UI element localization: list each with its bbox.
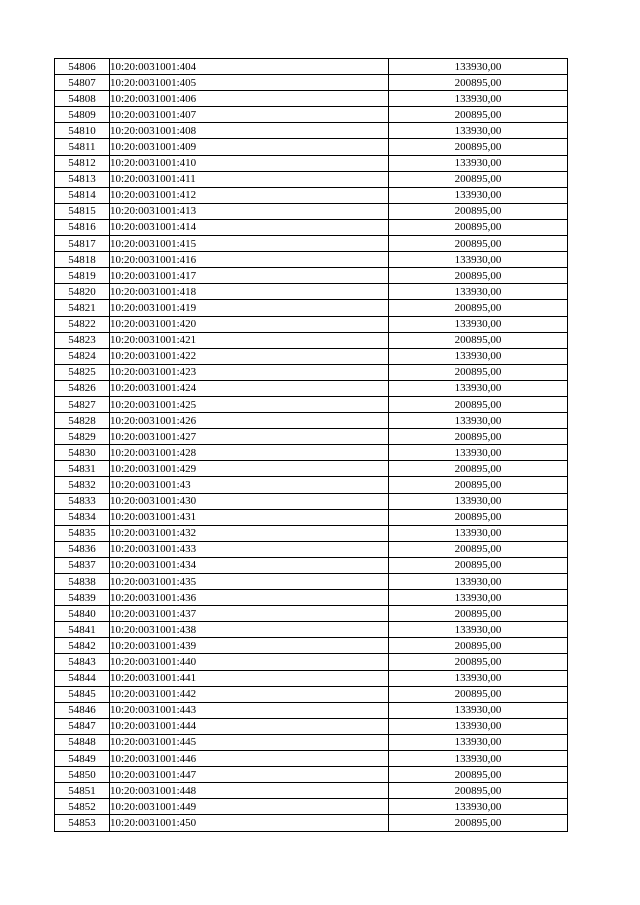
cadastral-number-cell: 10:20:0031001:412: [110, 187, 389, 203]
row-number-cell: 54814: [55, 187, 110, 203]
value-cell: 200895,00: [389, 477, 568, 493]
value-cell: 200895,00: [389, 332, 568, 348]
value-cell: 200895,00: [389, 541, 568, 557]
value-cell: 133930,00: [389, 751, 568, 767]
cadastral-number-cell: 10:20:0031001:434: [110, 557, 389, 573]
row-number-cell: 54817: [55, 236, 110, 252]
row-number-cell: 54837: [55, 557, 110, 573]
row-number-cell: 54831: [55, 461, 110, 477]
row-number-cell: 54836: [55, 541, 110, 557]
table-row: [55, 284, 568, 300]
table-row: [55, 59, 568, 75]
value-cell: 200895,00: [389, 171, 568, 187]
table-row: [55, 252, 568, 268]
row-number-cell: 54820: [55, 284, 110, 300]
cadastral-number-cell: 10:20:0031001:433: [110, 541, 389, 557]
table-row: [55, 606, 568, 622]
cadastral-number-cell: 10:20:0031001:436: [110, 590, 389, 606]
value-cell: 200895,00: [389, 686, 568, 702]
cadastral-number-cell: 10:20:0031001:407: [110, 107, 389, 123]
cadastral-number-cell: 10:20:0031001:424: [110, 380, 389, 396]
table-row: [55, 316, 568, 332]
value-cell: 133930,00: [389, 493, 568, 509]
value-cell: 133930,00: [389, 380, 568, 396]
row-number-cell: 54815: [55, 203, 110, 219]
value-cell: 133930,00: [389, 574, 568, 590]
table-row: [55, 702, 568, 718]
cadastral-number-cell: 10:20:0031001:416: [110, 252, 389, 268]
row-number-cell: 54848: [55, 734, 110, 750]
value-cell: 200895,00: [389, 606, 568, 622]
value-cell: 200895,00: [389, 767, 568, 783]
table-row: [55, 396, 568, 412]
table-row: [55, 332, 568, 348]
value-cell: 200895,00: [389, 107, 568, 123]
table-row: [55, 493, 568, 509]
cadastral-number-cell: 10:20:0031001:414: [110, 219, 389, 235]
value-cell: 133930,00: [389, 670, 568, 686]
cadastral-number-cell: 10:20:0031001:435: [110, 574, 389, 590]
table-row: [55, 75, 568, 91]
value-cell: 200895,00: [389, 557, 568, 573]
cadastral-number-cell: 10:20:0031001:404: [110, 59, 389, 75]
table-row: [55, 734, 568, 750]
table-row: [55, 541, 568, 557]
row-number-cell: 54842: [55, 638, 110, 654]
table-row: [55, 461, 568, 477]
value-cell: 200895,00: [389, 139, 568, 155]
row-number-cell: 54832: [55, 477, 110, 493]
value-cell: 200895,00: [389, 75, 568, 91]
table-row: [55, 219, 568, 235]
table-row: [55, 380, 568, 396]
value-cell: 200895,00: [389, 815, 568, 831]
row-number-cell: 54812: [55, 155, 110, 171]
table-row: [55, 718, 568, 734]
cadastral-number-cell: 10:20:0031001:448: [110, 783, 389, 799]
table-row: [55, 91, 568, 107]
cadastral-number-cell: 10:20:0031001:417: [110, 268, 389, 284]
table-row: [55, 783, 568, 799]
table-row: [55, 815, 568, 831]
cadastral-value-table: [54, 58, 568, 832]
table-row: [55, 509, 568, 525]
table-row: [55, 364, 568, 380]
table-row: [55, 171, 568, 187]
row-number-cell: 54838: [55, 574, 110, 590]
cadastral-number-cell: 10:20:0031001:431: [110, 509, 389, 525]
row-number-cell: 54824: [55, 348, 110, 364]
cadastral-number-cell: 10:20:0031001:426: [110, 413, 389, 429]
row-number-cell: 54849: [55, 751, 110, 767]
value-cell: 133930,00: [389, 445, 568, 461]
table-row: [55, 300, 568, 316]
value-cell: 133930,00: [389, 734, 568, 750]
cadastral-number-cell: 10:20:0031001:422: [110, 348, 389, 364]
cadastral-number-cell: 10:20:0031001:411: [110, 171, 389, 187]
row-number-cell: 54813: [55, 171, 110, 187]
table-row: [55, 123, 568, 139]
row-number-cell: 54829: [55, 429, 110, 445]
row-number-cell: 54810: [55, 123, 110, 139]
value-cell: 133930,00: [389, 413, 568, 429]
table-row: [55, 638, 568, 654]
cadastral-number-cell: 10:20:0031001:432: [110, 525, 389, 541]
cadastral-number-cell: 10:20:0031001:406: [110, 91, 389, 107]
cadastral-number-cell: 10:20:0031001:441: [110, 670, 389, 686]
value-cell: 133930,00: [389, 702, 568, 718]
cadastral-number-cell: 10:20:0031001:425: [110, 396, 389, 412]
value-cell: 133930,00: [389, 590, 568, 606]
cadastral-number-cell: 10:20:0031001:419: [110, 300, 389, 316]
cadastral-number-cell: 10:20:0031001:429: [110, 461, 389, 477]
row-number-cell: 54830: [55, 445, 110, 461]
table-row: [55, 574, 568, 590]
row-number-cell: 54825: [55, 364, 110, 380]
value-cell: 133930,00: [389, 284, 568, 300]
table-row: [55, 139, 568, 155]
cadastral-number-cell: 10:20:0031001:440: [110, 654, 389, 670]
table-row: [55, 107, 568, 123]
row-number-cell: 54809: [55, 107, 110, 123]
cadastral-number-cell: 10:20:0031001:421: [110, 332, 389, 348]
value-cell: 133930,00: [389, 123, 568, 139]
table-row: [55, 187, 568, 203]
cadastral-number-cell: 10:20:0031001:443: [110, 702, 389, 718]
row-number-cell: 54845: [55, 686, 110, 702]
row-number-cell: 54839: [55, 590, 110, 606]
row-number-cell: 54816: [55, 219, 110, 235]
cadastral-number-cell: 10:20:0031001:445: [110, 734, 389, 750]
table-row: [55, 268, 568, 284]
value-cell: 200895,00: [389, 638, 568, 654]
table-row: [55, 751, 568, 767]
row-number-cell: 54850: [55, 767, 110, 783]
row-number-cell: 54808: [55, 91, 110, 107]
table-row: [55, 654, 568, 670]
cadastral-number-cell: 10:20:0031001:446: [110, 751, 389, 767]
cadastral-number-cell: 10:20:0031001:423: [110, 364, 389, 380]
table-row: [55, 155, 568, 171]
cadastral-number-cell: 10:20:0031001:442: [110, 686, 389, 702]
table-row: [55, 445, 568, 461]
value-cell: 133930,00: [389, 718, 568, 734]
row-number-cell: 54818: [55, 252, 110, 268]
value-cell: 133930,00: [389, 59, 568, 75]
cadastral-number-cell: 10:20:0031001:408: [110, 123, 389, 139]
value-cell: 200895,00: [389, 509, 568, 525]
table-row: [55, 236, 568, 252]
value-cell: 133930,00: [389, 348, 568, 364]
value-cell: 200895,00: [389, 429, 568, 445]
table-row: [55, 348, 568, 364]
table-row: [55, 413, 568, 429]
row-number-cell: 54833: [55, 493, 110, 509]
table-row: [55, 590, 568, 606]
table-row: [55, 525, 568, 541]
table-row: [55, 622, 568, 638]
row-number-cell: 54827: [55, 396, 110, 412]
value-cell: 133930,00: [389, 525, 568, 541]
row-number-cell: 54846: [55, 702, 110, 718]
row-number-cell: 54853: [55, 815, 110, 831]
cadastral-number-cell: 10:20:0031001:410: [110, 155, 389, 171]
value-cell: 133930,00: [389, 187, 568, 203]
value-cell: 200895,00: [389, 461, 568, 477]
cadastral-number-cell: 10:20:0031001:447: [110, 767, 389, 783]
value-cell: 133930,00: [389, 155, 568, 171]
table-row: [55, 203, 568, 219]
value-cell: 200895,00: [389, 203, 568, 219]
value-cell: 200895,00: [389, 268, 568, 284]
row-number-cell: 54841: [55, 622, 110, 638]
value-cell: 133930,00: [389, 252, 568, 268]
table-row: [55, 686, 568, 702]
row-number-cell: 54847: [55, 718, 110, 734]
row-number-cell: 54822: [55, 316, 110, 332]
row-number-cell: 54807: [55, 75, 110, 91]
cadastral-number-cell: 10:20:0031001:450: [110, 815, 389, 831]
value-cell: 133930,00: [389, 622, 568, 638]
cadastral-number-cell: 10:20:0031001:43: [110, 477, 389, 493]
cadastral-number-cell: 10:20:0031001:428: [110, 445, 389, 461]
value-cell: 200895,00: [389, 364, 568, 380]
table-row: [55, 557, 568, 573]
cadastral-number-cell: 10:20:0031001:449: [110, 799, 389, 815]
table-row: [55, 799, 568, 815]
cadastral-number-cell: 10:20:0031001:415: [110, 236, 389, 252]
value-cell: 133930,00: [389, 91, 568, 107]
cadastral-number-cell: 10:20:0031001:405: [110, 75, 389, 91]
cadastral-number-cell: 10:20:0031001:437: [110, 606, 389, 622]
row-number-cell: 54821: [55, 300, 110, 316]
table-row: [55, 429, 568, 445]
row-number-cell: 54852: [55, 799, 110, 815]
cadastral-number-cell: 10:20:0031001:444: [110, 718, 389, 734]
cadastral-number-cell: 10:20:0031001:409: [110, 139, 389, 155]
row-number-cell: 54844: [55, 670, 110, 686]
value-cell: 200895,00: [389, 236, 568, 252]
value-cell: 200895,00: [389, 654, 568, 670]
row-number-cell: 54823: [55, 332, 110, 348]
value-cell: 200895,00: [389, 300, 568, 316]
table-body: [55, 59, 568, 832]
cadastral-number-cell: 10:20:0031001:430: [110, 493, 389, 509]
cadastral-number-cell: 10:20:0031001:439: [110, 638, 389, 654]
row-number-cell: 54851: [55, 783, 110, 799]
cadastral-number-cell: 10:20:0031001:427: [110, 429, 389, 445]
cadastral-number-cell: 10:20:0031001:413: [110, 203, 389, 219]
value-cell: 200895,00: [389, 219, 568, 235]
value-cell: 200895,00: [389, 396, 568, 412]
cadastral-number-cell: 10:20:0031001:418: [110, 284, 389, 300]
row-number-cell: 54811: [55, 139, 110, 155]
table-row: [55, 670, 568, 686]
row-number-cell: 54834: [55, 509, 110, 525]
cadastral-number-cell: 10:20:0031001:438: [110, 622, 389, 638]
table-row: [55, 477, 568, 493]
row-number-cell: 54819: [55, 268, 110, 284]
value-cell: 133930,00: [389, 799, 568, 815]
row-number-cell: 54826: [55, 380, 110, 396]
row-number-cell: 54828: [55, 413, 110, 429]
value-cell: 200895,00: [389, 783, 568, 799]
cadastral-number-cell: 10:20:0031001:420: [110, 316, 389, 332]
row-number-cell: 54806: [55, 59, 110, 75]
row-number-cell: 54835: [55, 525, 110, 541]
row-number-cell: 54840: [55, 606, 110, 622]
value-cell: 133930,00: [389, 316, 568, 332]
row-number-cell: 54843: [55, 654, 110, 670]
table-row: [55, 767, 568, 783]
